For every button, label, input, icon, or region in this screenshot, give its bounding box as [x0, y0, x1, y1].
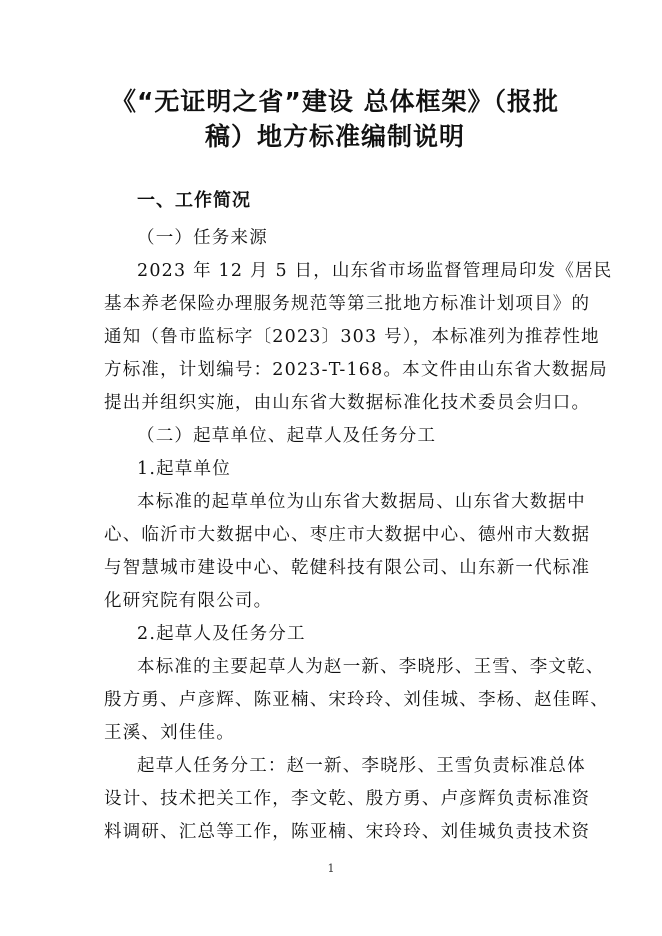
subheading-drafting-units: 1.起草单位: [137, 459, 231, 479]
page-number: 1: [327, 862, 335, 875]
paragraph-line: 起草人任务分工：赵一新、李晓彤、王雪负责标准总体: [137, 756, 586, 776]
paragraph-line: 提出并组织实施，由山东省大数据标准化技术委员会归口。: [104, 393, 591, 413]
paragraph-line: 与智慧城市建设中心、乾健科技有限公司、山东新一代标准: [104, 558, 591, 578]
paragraph-line: 方标准，计划编号：2023-T-168。本文件由山东省大数据局: [104, 360, 608, 380]
section-heading-work-overview: 一、工作简况: [137, 190, 251, 211]
paragraph-line: 心、临沂市大数据中心、枣庄市大数据中心、德州市大数据: [104, 525, 591, 545]
paragraph-line: 通知（鲁市监标字〔2023〕303 号），本标准列为推荐性地: [104, 327, 600, 347]
document-title-line-1: 《“无证明之省”建设 总体框架》（报批: [110, 87, 560, 116]
paragraph-line: 化研究院有限公司。: [104, 591, 273, 611]
paragraph-line: 本标准的主要起草人为赵一新、李晓彤、王雪、李文乾、: [137, 657, 605, 677]
paragraph-line: 料调研、汇总等工作，陈亚楠、宋玲玲、刘佳城负责技术资: [104, 822, 591, 842]
paragraph-line: 殷方勇、卢彦辉、陈亚楠、宋玲玲、刘佳城、李杨、赵佳晖、: [104, 690, 609, 710]
paragraph-line: 本标准的起草单位为山东省大数据局、山东省大数据中: [137, 492, 586, 512]
paragraph-line: 王溪、刘佳佳。: [104, 723, 235, 743]
subsection-heading-task-source: （一）任务来源: [137, 228, 268, 248]
subsection-heading-drafting-units: （二）起草单位、起草人及任务分工: [137, 426, 437, 446]
paragraph-line: 2023 年 12 月 5 日，山东省市场监督管理局印发《居民: [137, 261, 613, 281]
paragraph-line: 设计、技术把关工作，李文乾、殷方勇、卢彦辉负责标准资: [104, 789, 591, 809]
subheading-drafters-and-tasks: 2.起草人及任务分工: [137, 624, 306, 644]
paragraph-line: 基本养老保险办理服务规范等第三批地方标准计划项目》的: [104, 294, 591, 314]
document-title-line-2: 稿）地方标准编制说明: [204, 122, 465, 151]
